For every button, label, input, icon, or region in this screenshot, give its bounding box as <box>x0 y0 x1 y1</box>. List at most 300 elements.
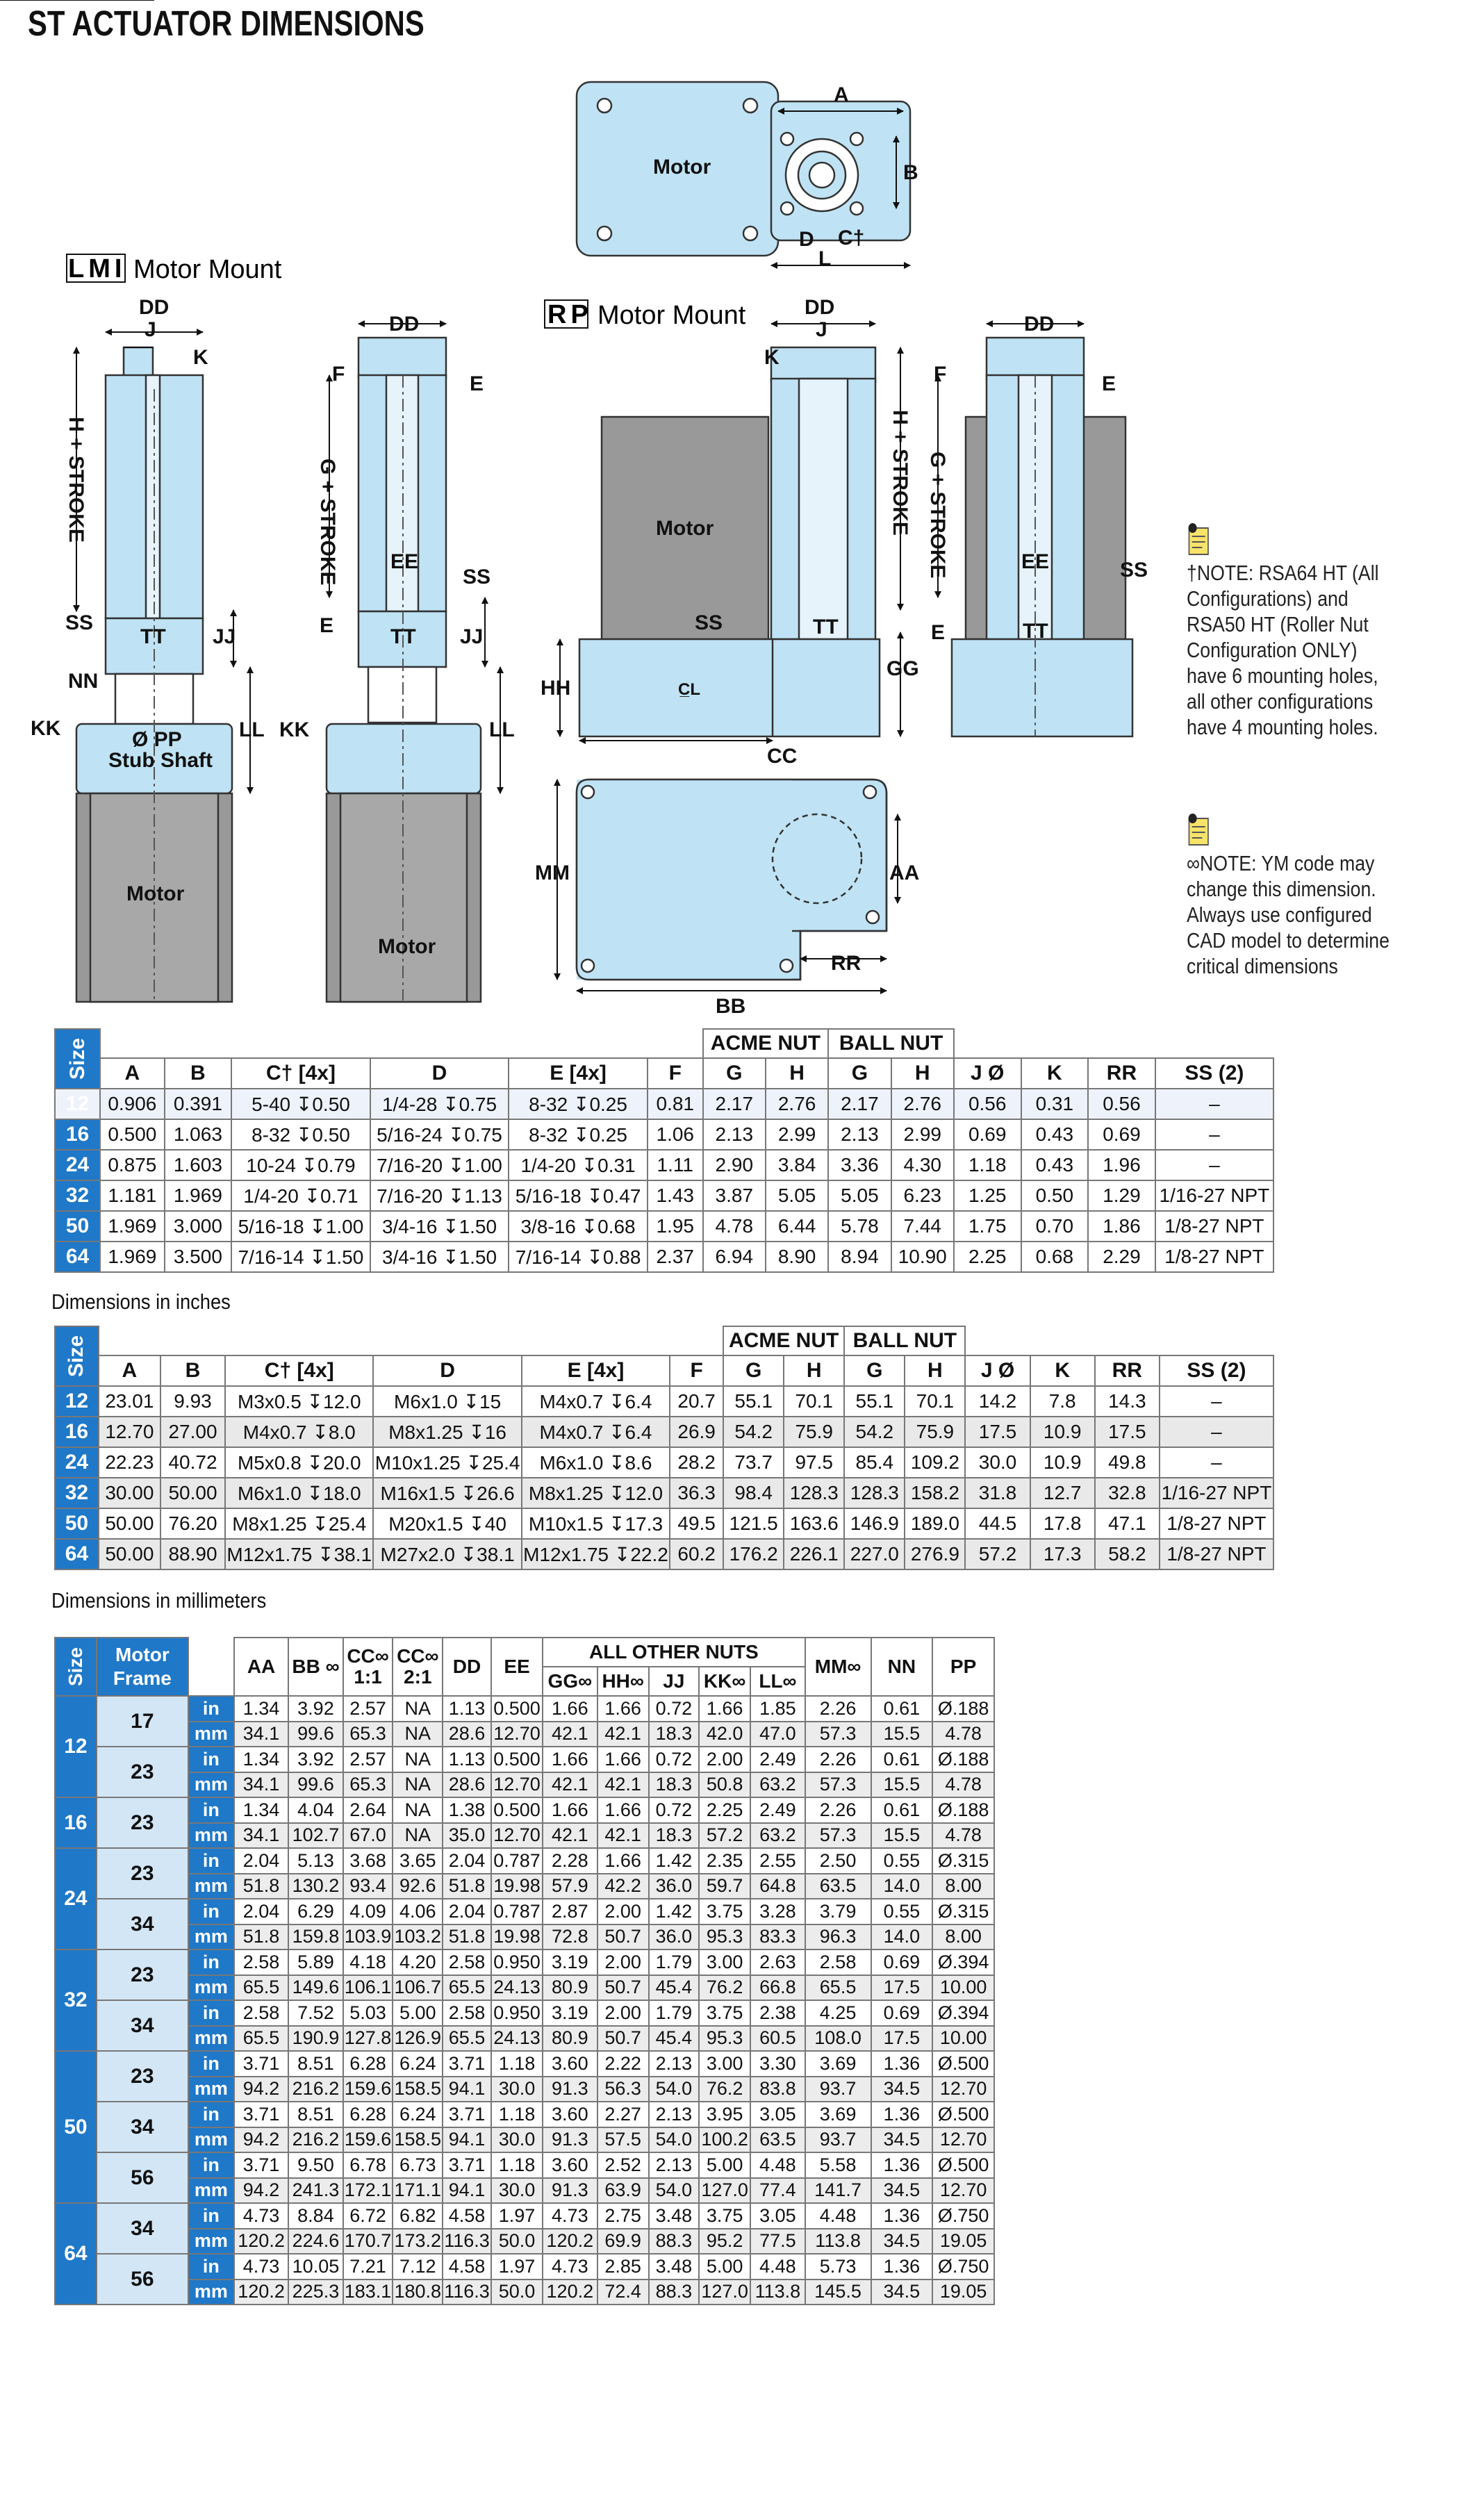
table-cell: 2.13 <box>828 1119 891 1150</box>
rp2-e-bot: E <box>931 621 946 644</box>
lmi2-tt: TT <box>390 625 416 648</box>
table-cell: 18.3 <box>649 1722 699 1747</box>
table-row <box>55 1848 994 1874</box>
table-cell: 2.52 <box>597 2152 649 2178</box>
table-cell: M10x1.25 ↧25.4 <box>373 1447 521 1478</box>
table-cell: 88.90 <box>160 1539 225 1569</box>
table-cell: 8-32 ↧0.25 <box>509 1089 648 1119</box>
table-cell: 158.5 <box>393 2077 443 2102</box>
table-row <box>55 1417 1273 1447</box>
unit-cell: mm <box>188 2026 234 2052</box>
unit-cell: mm <box>188 1823 234 1849</box>
table-cell: 1.18 <box>491 2051 543 2077</box>
table-row <box>55 1949 994 1975</box>
rp2-tt: TT <box>1023 620 1048 643</box>
table-cell: 0.56 <box>954 1089 1021 1119</box>
table-cell: 63.2 <box>750 1772 805 1798</box>
table-cell: 14.0 <box>871 1924 933 1950</box>
table-cell: 116.3 <box>443 2229 491 2254</box>
rp-j: J <box>816 318 827 341</box>
table-cell: 2.26 <box>805 1696 871 1722</box>
rp-housing <box>579 639 880 736</box>
table-cell: 4.73 <box>234 2254 288 2280</box>
size-cell: 50 <box>55 1508 99 1539</box>
table-cell: 1.18 <box>491 2102 543 2127</box>
table-row <box>55 1211 1273 1242</box>
table-cell: 95.2 <box>699 2229 750 2254</box>
lmi1-pp: Ø PP <box>132 728 182 751</box>
table-cell: 34.5 <box>871 2229 933 2254</box>
size-cell: 32 <box>55 1478 99 1508</box>
unit-cell: in <box>188 2051 234 2077</box>
table-cell: 40.72 <box>160 1447 225 1478</box>
table-cell: 4.73 <box>234 2203 288 2229</box>
ball-nut-header: BALL NUT <box>844 1326 965 1355</box>
lmi1-h-stroke: H + STROKE <box>65 417 88 543</box>
table-cell: 94.1 <box>443 2127 491 2153</box>
table-cell: 3.95 <box>699 2102 750 2127</box>
table-cell: 1/8-27 NPT <box>1155 1242 1273 1272</box>
table-cell: Ø.500 <box>932 2051 994 2077</box>
table-cell: 2.38 <box>750 2000 805 2026</box>
table-cell: 0.61 <box>871 1797 933 1823</box>
table-cell: 3.71 <box>443 2152 491 2178</box>
lmi1-kk: KK <box>31 717 61 740</box>
column-header: F <box>670 1355 723 1386</box>
table-cell: 170.7 <box>343 2229 393 2254</box>
table-cell: 3.500 <box>165 1242 232 1272</box>
table-cell: 145.5 <box>805 2280 871 2305</box>
hdr-kk: KK∞ <box>699 1667 750 1696</box>
table-cell: 1.66 <box>597 1696 649 1722</box>
table-cell: 4.30 <box>891 1150 954 1180</box>
table-cell: 1/8-27 NPT <box>1155 1211 1273 1242</box>
table-cell: 127.8 <box>343 2026 393 2052</box>
unit-cell: mm <box>188 2127 234 2153</box>
table-cell: 93.7 <box>805 2077 871 2102</box>
table-cell: 2.13 <box>703 1119 766 1150</box>
table-cell: 57.3 <box>805 1722 871 1747</box>
lmi1-k: K <box>193 346 208 369</box>
table-cell: 5.00 <box>699 2152 750 2178</box>
rp-mount-label: Motor Mount <box>597 301 746 330</box>
table-row <box>55 1722 994 1747</box>
table-cell: 7.44 <box>891 1211 954 1242</box>
rp-bb: BB <box>716 995 746 1014</box>
table-cell: M4x0.7 ↧6.4 <box>522 1386 670 1417</box>
note-text-mounting: †NOTE: RSA64 HT (All Configurations) and RSA50 HT (Roller Nut Configuration ONLY) have 6 mounting holes, all other configurations have 4 mounting holes. <box>1187 561 1379 739</box>
table-cell: 127.0 <box>699 2178 750 2204</box>
table-cell: 3.00 <box>699 1949 750 1975</box>
table-cell: 34.5 <box>871 2178 933 2204</box>
table-cell: 12.70 <box>491 1823 543 1849</box>
table-cell: 226.1 <box>784 1539 844 1569</box>
table-cell: 70.1 <box>905 1386 965 1417</box>
table-cell: 4.04 <box>288 1797 343 1823</box>
table-cell: 14.3 <box>1095 1386 1160 1417</box>
table-cell: 77.5 <box>750 2229 805 2254</box>
lmi-mount-label: Motor Mount <box>133 255 282 284</box>
table-cell: 120.2 <box>234 2229 288 2254</box>
table-cell: 0.787 <box>491 1848 543 1874</box>
table-cell: 0.55 <box>871 1848 933 1874</box>
table-cell: 1.06 <box>648 1119 703 1150</box>
table-row <box>55 1386 1273 1417</box>
lmi1-tt: TT <box>140 625 166 648</box>
table-cell: 1.36 <box>871 2254 933 2280</box>
table-cell: 1.66 <box>543 1696 597 1722</box>
table-row <box>55 2152 994 2178</box>
column-header: K <box>1030 1355 1095 1386</box>
column-header: J Ø <box>965 1355 1030 1386</box>
table-cell: 3/8-16 ↧0.68 <box>509 1211 648 1242</box>
column-header: C† [4x] <box>231 1058 370 1089</box>
table-cell: 4.06 <box>393 1899 443 1924</box>
caption-inches: Dimensions in inches <box>51 1289 231 1314</box>
table-cell: 6.28 <box>343 2051 393 2077</box>
table-cell: 99.6 <box>288 1772 343 1798</box>
lmi-prefix: LMI <box>68 254 126 283</box>
table-cell: 1/8-27 NPT <box>1160 1508 1273 1539</box>
table-cell: 12.70 <box>99 1417 160 1447</box>
table-cell: 2.58 <box>234 1949 288 1975</box>
motor-frame-cell: 23 <box>97 1848 188 1899</box>
table-cell: 227.0 <box>844 1539 905 1569</box>
table-cell: 2.00 <box>597 2000 649 2026</box>
table-row <box>55 2127 994 2153</box>
table-cell: 2.37 <box>648 1242 703 1272</box>
table-cell: 0.61 <box>871 1696 933 1722</box>
table-row <box>55 1797 994 1823</box>
column-header: J Ø <box>954 1058 1021 1089</box>
table-cell: 20.7 <box>670 1386 723 1417</box>
table-cell: 3.79 <box>805 1899 871 1924</box>
lmi2-f: F <box>332 363 345 386</box>
size-header: Size <box>55 1638 97 1696</box>
lmi2-ee: EE <box>390 550 419 573</box>
dim-a: A <box>834 83 849 106</box>
table-cell: NA <box>393 1696 443 1722</box>
motor-frame-cell: 23 <box>97 1797 188 1848</box>
table-cell: 6.29 <box>288 1899 343 1924</box>
column-header: C† [4x] <box>225 1355 373 1386</box>
table-cell: – <box>1160 1447 1273 1478</box>
table-cell: 2.49 <box>750 1797 805 1823</box>
table-cell: 30.0 <box>491 2127 543 2153</box>
table-cell: NA <box>393 1722 443 1747</box>
table-cell: 55.1 <box>844 1386 905 1417</box>
table-cell: 5/16-18 ↧1.00 <box>231 1211 370 1242</box>
table-cell: 149.6 <box>288 1975 343 2001</box>
table-cell: 100.2 <box>699 2127 750 2153</box>
table-cell: 47.0 <box>750 1722 805 1747</box>
table-cell: 58.2 <box>1095 1539 1160 1569</box>
table-cell: 5.73 <box>805 2254 871 2280</box>
column-header: G <box>844 1355 905 1386</box>
table-cell: 18.3 <box>649 1823 699 1849</box>
table-cell: 28.6 <box>443 1722 491 1747</box>
table-cell: 4.48 <box>805 2203 871 2229</box>
table-cell: 51.8 <box>443 1874 491 1899</box>
table-cell: 3.87 <box>703 1180 766 1211</box>
column-header: G <box>723 1355 784 1386</box>
table-row <box>55 1696 994 1722</box>
table-cell: 1.25 <box>954 1180 1021 1211</box>
unit-cell: in <box>188 1848 234 1874</box>
table-cell: 216.2 <box>288 2127 343 2153</box>
table-cell: 12.70 <box>491 1722 543 1747</box>
motor-frame-cell: 56 <box>97 2152 188 2203</box>
size-cell: 32 <box>55 1180 100 1211</box>
table-cell: 1.13 <box>443 1696 491 1722</box>
rp2-dd: DD <box>1024 313 1055 336</box>
table-cell: 23.01 <box>99 1386 160 1417</box>
table-cell: 17.5 <box>1095 1417 1160 1447</box>
table-cell: 91.3 <box>543 2077 597 2102</box>
table-cell: 1.34 <box>234 1696 288 1722</box>
table-cell: 55.1 <box>723 1386 784 1417</box>
hdr-aa: AA <box>234 1638 288 1696</box>
table-cell: M6x1.0 ↧15 <box>373 1386 521 1417</box>
table-cell: 1.181 <box>100 1180 164 1211</box>
table-cell: 50.7 <box>597 1975 649 2001</box>
table-cell: 2.04 <box>234 1899 288 1924</box>
table-cell: 0.81 <box>648 1089 703 1119</box>
rp-dd: DD <box>805 296 835 319</box>
column-header: E [4x] <box>509 1058 648 1089</box>
table-cell: 1.86 <box>1088 1211 1155 1242</box>
table-cell: 76.2 <box>699 1975 750 2001</box>
table-cell: 10.00 <box>932 1975 994 2001</box>
table-cell: 4.48 <box>750 2152 805 2178</box>
table-cell: 45.4 <box>649 2026 699 2052</box>
table-cell: 1.063 <box>165 1119 232 1150</box>
table-cell: 1.66 <box>543 1797 597 1823</box>
table-cell: 42.1 <box>597 1722 649 1747</box>
table-cell: 113.8 <box>805 2229 871 2254</box>
table-cell: 3.75 <box>699 2203 750 2229</box>
table-cell: 5-40 ↧0.50 <box>231 1089 370 1119</box>
hdr-bb: BB ∞ <box>288 1638 343 1696</box>
table-row <box>55 2203 994 2229</box>
motor-frame-cell: 34 <box>97 2102 188 2152</box>
table-cell: M5x0.8 ↧20.0 <box>225 1447 373 1478</box>
table-cell: 241.3 <box>288 2178 343 2204</box>
unit-cell: in <box>188 1899 234 1924</box>
table-cell: 47.1 <box>1095 1508 1160 1539</box>
size-header: Size <box>55 1326 99 1386</box>
table-cell: 106.7 <box>393 1975 443 2001</box>
size-cell: 64 <box>55 2203 97 2305</box>
table-inches <box>54 1028 1274 1273</box>
table-cell: 1.603 <box>165 1150 232 1180</box>
table-cell: 2.87 <box>543 1899 597 1924</box>
table-cell: 0.906 <box>100 1089 164 1119</box>
table-cell: 63.9 <box>597 2178 649 2204</box>
size-cell: 24 <box>55 1150 100 1180</box>
table-cell: M4x0.7 ↧8.0 <box>225 1417 373 1447</box>
table-cell: 94.1 <box>443 2077 491 2102</box>
table-cell: 66.8 <box>750 1975 805 2001</box>
table-cell: – <box>1160 1386 1273 1417</box>
table-cell: 2.75 <box>597 2203 649 2229</box>
table-cell: M4x0.7 ↧6.4 <box>522 1417 670 1447</box>
rp-mm: MM <box>535 862 570 884</box>
column-header: G <box>703 1058 766 1089</box>
table-cell: 49.5 <box>670 1508 723 1539</box>
table-cell: 2.25 <box>954 1242 1021 1272</box>
rp2-f: F <box>934 363 947 386</box>
table-cell: 42.1 <box>543 1772 597 1798</box>
table-cell: 0.56 <box>1088 1089 1155 1119</box>
table-cell: 10.05 <box>288 2254 343 2280</box>
table-cell: 30.0 <box>965 1447 1030 1478</box>
table-cell: 95.3 <box>699 2026 750 2052</box>
table-cell: 1.29 <box>1088 1180 1155 1211</box>
hdr-cc21: CC∞ 2:1 <box>393 1638 443 1696</box>
unit-cell: mm <box>188 2077 234 2102</box>
table-cell: 91.3 <box>543 2127 597 2153</box>
table-cell: 54.0 <box>649 2178 699 2204</box>
table-cell: 106.1 <box>343 1975 393 2001</box>
rp-h-stroke: H + STROKE <box>889 410 912 536</box>
table-cell: M20x1.5 ↧40 <box>373 1508 521 1539</box>
table-cell: 113.8 <box>750 2280 805 2305</box>
table-cell: 0.787 <box>491 1899 543 1924</box>
table-cell: 2.58 <box>443 1949 491 1975</box>
rp-k: K <box>764 346 780 369</box>
table-cell: 3.60 <box>543 2051 597 2077</box>
table-cell: 63.5 <box>750 2127 805 2153</box>
table-cell: 3.000 <box>165 1211 232 1242</box>
table-cell: 88.3 <box>649 2280 699 2305</box>
table-cell: 76.2 <box>699 2077 750 2102</box>
table-row <box>55 1242 1273 1272</box>
table-cell: 5.03 <box>343 2000 393 2026</box>
lmi1-jj: JJ <box>213 625 236 648</box>
table-cell: 2.00 <box>699 1747 750 1772</box>
table-cell: 176.2 <box>723 1539 784 1569</box>
table-cell: 2.58 <box>805 1949 871 1975</box>
table-cell: 3.48 <box>649 2254 699 2280</box>
size-cell: 50 <box>55 2051 97 2203</box>
column-header: H <box>891 1058 954 1089</box>
table-cell: 3.71 <box>443 2102 491 2127</box>
table-cell: 0.69 <box>871 1949 933 1975</box>
unit-cell: mm <box>188 1924 234 1950</box>
dim-b: B <box>903 161 918 184</box>
table-cell: 8-32 ↧0.50 <box>231 1119 370 1150</box>
hdr-nn: NN <box>871 1638 933 1696</box>
table-cell: 49.8 <box>1095 1447 1160 1478</box>
lmi1-cap <box>124 347 153 377</box>
rp-hh: HH <box>541 677 571 700</box>
table-cell: 24.13 <box>491 1975 543 2001</box>
size-cell: 16 <box>55 1417 99 1447</box>
motor-frame-header: Motor Frame <box>97 1638 188 1696</box>
note-mounting-holes <box>1187 522 1402 740</box>
table-cell: 50.8 <box>699 1772 750 1798</box>
table-cell: 51.8 <box>234 1924 288 1950</box>
table-cell: 73.7 <box>723 1447 784 1478</box>
table-cell: 6.82 <box>393 2203 443 2229</box>
table-cell: 2.26 <box>805 1797 871 1823</box>
table-cell: 4.25 <box>805 2000 871 2026</box>
motor-label-top: Motor <box>653 156 711 179</box>
unit-cell: in <box>188 1949 234 1975</box>
table-cell: 3.28 <box>750 1899 805 1924</box>
table-cell: 4.09 <box>343 1899 393 1924</box>
table-cell: 1.18 <box>491 2152 543 2178</box>
table-cell: 4.78 <box>703 1211 766 1242</box>
table-cell: 1.969 <box>100 1211 164 1242</box>
note-icon <box>1187 522 1210 556</box>
table-cell: 80.9 <box>543 2026 597 2052</box>
table-cell: – <box>1155 1119 1273 1150</box>
table-cell: 2.13 <box>649 2051 699 2077</box>
lmi2-ss: SS <box>463 566 491 588</box>
table-cell: 50.00 <box>99 1539 160 1569</box>
table-cell: 1.66 <box>699 1696 750 1722</box>
table-cell: 30.00 <box>99 1478 160 1508</box>
table-cell: 1.11 <box>648 1150 703 1180</box>
table-cell: 3.69 <box>805 2102 871 2127</box>
table-cell: 17.8 <box>1030 1508 1095 1539</box>
table-cell: 127.0 <box>699 2280 750 2305</box>
hdr-pp: PP <box>932 1638 994 1696</box>
table-cell: 2.76 <box>766 1089 828 1119</box>
table-cell: 3.00 <box>699 2051 750 2077</box>
table-cell: 6.44 <box>766 1211 828 1242</box>
table-cell: – <box>1155 1150 1273 1180</box>
table-cell: 17.5 <box>965 1417 1030 1447</box>
table-cell: 6.94 <box>703 1242 766 1272</box>
table-cell: 77.4 <box>750 2178 805 2204</box>
table-cell: 34.5 <box>871 2280 933 2305</box>
table-cell: 7.12 <box>393 2254 443 2280</box>
table-row <box>55 1823 994 1849</box>
column-header: D <box>370 1058 509 1089</box>
table-cell: 57.3 <box>805 1823 871 1849</box>
table-cell: 6.24 <box>393 2102 443 2127</box>
table-cell: 128.3 <box>844 1478 905 1508</box>
table-cell: 42.2 <box>597 1874 649 1899</box>
table-cell: 28.2 <box>670 1447 723 1478</box>
table-cell: 1.36 <box>871 2152 933 2178</box>
table-cell: 76.20 <box>160 1508 225 1539</box>
rp-gg: GG <box>887 657 919 680</box>
dim-c: C† <box>838 226 865 249</box>
table-cell: 15.5 <box>871 1722 933 1747</box>
table-cell: 171.1 <box>393 2178 443 2204</box>
table-cell: 7/16-14 ↧1.50 <box>231 1242 370 1272</box>
table-cell: 36.0 <box>649 1874 699 1899</box>
table-cell: 120.2 <box>543 2229 597 2254</box>
table-cell: 1/4-20 ↧0.31 <box>509 1150 648 1180</box>
table-cell: 1.36 <box>871 2203 933 2229</box>
table-cell: 2.13 <box>649 2152 699 2178</box>
table-row <box>55 2280 994 2305</box>
table-cell: 10.90 <box>891 1242 954 1272</box>
rp-motor-label: Motor <box>656 517 714 540</box>
table-motor-frame <box>54 1637 995 2305</box>
table-cell: 3.36 <box>828 1150 891 1180</box>
table-cell: 0.500 <box>100 1119 164 1150</box>
column-header: G <box>828 1058 891 1089</box>
table-cell: 4.78 <box>932 1823 994 1849</box>
table-cell: 3/4-16 ↧1.50 <box>370 1211 509 1242</box>
table-cell: 50.0 <box>491 2229 543 2254</box>
